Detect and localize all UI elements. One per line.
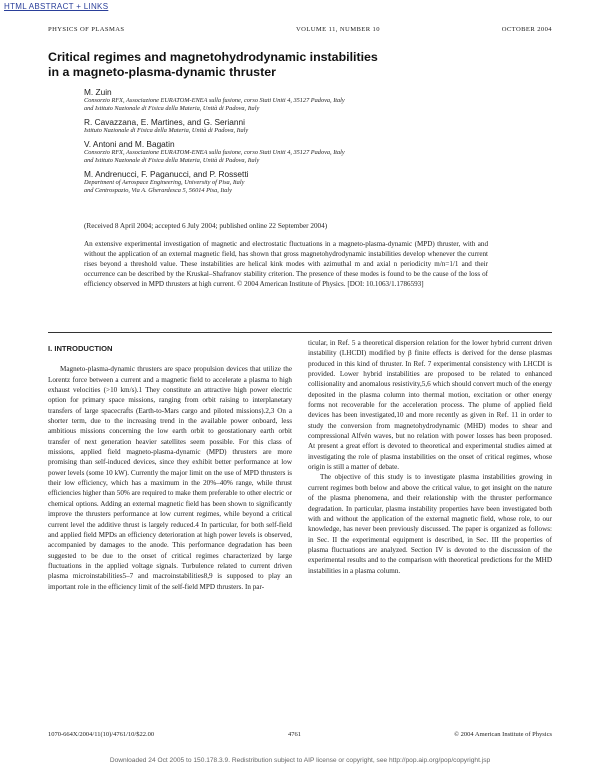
html-abstract-links[interactable]: HTML ABSTRACT + LINKS <box>4 2 109 11</box>
copyright: © 2004 American Institute of Physics <box>454 731 552 738</box>
author-group <box>84 117 554 135</box>
article-code: 1070-664X/2004/11(10)/4761/10/$22.00 <box>48 731 155 738</box>
section-divider <box>48 332 552 333</box>
author-group <box>84 139 554 165</box>
affiliation: Consorzio RFX, Associazione EURATOM-ENEA sulla fusione, corso Stati Uniti 4, 35127 Padova, Italy <box>84 149 345 156</box>
affiliation: and Istituto Nazionale di Fisica della Materia, Unità di Padova, Italy <box>84 157 260 164</box>
journal-name: PHYSICS OF PLASMAS <box>48 26 125 33</box>
body-paragraph: ticular, in Ref. 5 a theoretical dispersion relation for the lower hybrid current driven instability (LHCDI) modified by β finite effects is derived for the dense plasmas produced in this kind of thruster. In Ref. 7 experimental consistency with LHCDI is provided. Lower hybrid instabilities are proposed to be related to enhanced collisionality and anomalous resistivity,5,6 which should convert much of the energy deposited in the plasma column into thermal motion, excitation or other energy forms not recoverable for the acceleration process. The plume of applied field devices has been investigated,10 and more recently as given in Ref. 11 in order to study the conversion from magnetohydrodynamic (MHD) modes to shear and compressional Alfvén waves, but no relation with power losses has been proposed. At present a great effort is devoted to theoretical and experimental studies aimed at investigating the role of plasma instabilities on the onset of critical regimes, whose origin is still a matter of debate. <box>308 339 552 472</box>
right-column <box>308 338 552 576</box>
author-group <box>84 169 554 195</box>
title-line-1: Critical regimes and magnetohydrodynamic instabilities <box>48 50 378 64</box>
affiliation: and Istituto Nazionale di Fisica della Materia, Unità di Padova, Italy <box>84 105 260 112</box>
body-paragraph: The objective of this study is to investigate plasma instabilities growing in current regimes both below and above the critical value, to get insight on the nature of the plasma phenomena, and their relationship with the thruster performance degradation. In particular, plasma instability properties have been investigated both with and without the application of the external magnetic field, whose role, to our knowledge, has never been previously discussed. The paper is organized as follows: in Sec. II the experimental equipment is described, in Sec. III the properties of plasma fluctuations are analyzed. Section IV is devoted to the discussion of the experimental results and to the comparison with theoretical predictions for the MHD instabilities in a plasma column. <box>308 473 552 575</box>
author-names: M. Andrenucci, F. Paganucci, and P. Rossetti <box>84 169 249 179</box>
title-line-2: in a magneto-plasma-dynamic thruster <box>48 64 276 79</box>
issue-date: OCTOBER 2004 <box>501 26 552 33</box>
author-names: R. Cavazzana, E. Martines, and G. Serianni <box>84 117 245 127</box>
volume-number: VOLUME 11, NUMBER 10 <box>296 26 380 33</box>
section-heading: I. INTRODUCTION <box>48 344 113 353</box>
author-group <box>84 87 554 113</box>
abstract: An extensive experimental investigation of magnetic and electrostatic fluctuations in a magneto-plasma-dynamic (MPD) thruster, with and without the application of an external magnetic field, has shown that gross magnetohydrodynamic instabilities develop whenever the current rises beyond a threshold value. These instabilities are helical kink modes with azimuthal m and axial n periodicity m/n=1/1 and their occurrence can be described by the Kruskal–Shafranov stability criterion. The presence of these modes is found to be the cause of the loss of efficiency observed in MPD thrusters at high current. © 2004 American Institute of Physics. [DOI: 10.1063/1.1786593] <box>84 240 488 288</box>
affiliation: and Centrospazio, Via A. Gherardesca 5, 56014 Pisa, Italy <box>84 187 232 194</box>
body-paragraph: Magneto-plasma-dynamic thrusters are space propulsion devices that utilize the Lorentz force between a current and a magnetic field to accelerate a plasma to high exhaust velocities (>10 km/s).1 They constitute an attractive high power electric option for primary space missions, ranging from orbit raising to interplanetary transfers of large spacecrafts (Earth-to-Mars cargo and piloted missions).2,3 On a shorter term, due to the increasing trend in the available power onboard, less ambitious missions concerning the low earth orbit to geostationary earth orbit transfer of next generation heavier satellites seem possible. For this class of missions, applied field magneto-plasma-dynamic (MPD) thrusters are more promising than self-induced devices, since they exhibit better performance at low power levels (some 10 kW). Currently the major limit on the use of MPD thrusters is their low efficiency, which has a maximum in the 20%–40% range, while thrust efficiencies higher than 50% are required to make them preferable to other electric or chemical options. Adding an external magnetic field has been shown to significantly improve the thrusters performance at low current regimes, while beyond a critical current level the additive thrust is largely reduced.4 In particular, for both self-field and applied field MPDs an efficiency deterioration at high power levels is observed, accompanied by damages to the anode. This performance degradation has been suggested to be due to the onset of critical regimes characterized by large fluctuations in the applied voltage signals. Turbulence related to current driven plasma microinstabilities5–7 and macroinstabilities8,9 is supposed to play an important role in the efficiency limit of the self-field MPD thrusters. In par- <box>48 365 292 591</box>
download-notice: Downloaded 24 Oct 2005 to 150.178.3.9. Redistribution subject to AIP license or copyright, see http://pop.aip.org/pop/copyright.jsp <box>109 757 491 764</box>
page-number: 4761 <box>288 731 301 738</box>
author-names: V. Antoni and M. Bagatin <box>84 139 175 149</box>
affiliation: Consorzio RFX, Associazione EURATOM-ENEA sulla fusione, corso Stati Uniti 4, 35127 Padova, Italy <box>84 97 345 104</box>
author-list <box>84 87 554 199</box>
left-column <box>48 344 292 592</box>
paper-title <box>48 50 568 79</box>
affiliation: Department of Aerospace Engineering, University of Pisa, Italy <box>84 179 245 186</box>
affiliation: Istituto Nazionale di Fisica della Materia, Unità di Padova, Italy <box>84 127 249 134</box>
received-dates: (Received 8 April 2004; accepted 6 July 2004; published online 22 September 2004) <box>84 222 328 230</box>
author-names: M. Zuin <box>84 87 112 97</box>
